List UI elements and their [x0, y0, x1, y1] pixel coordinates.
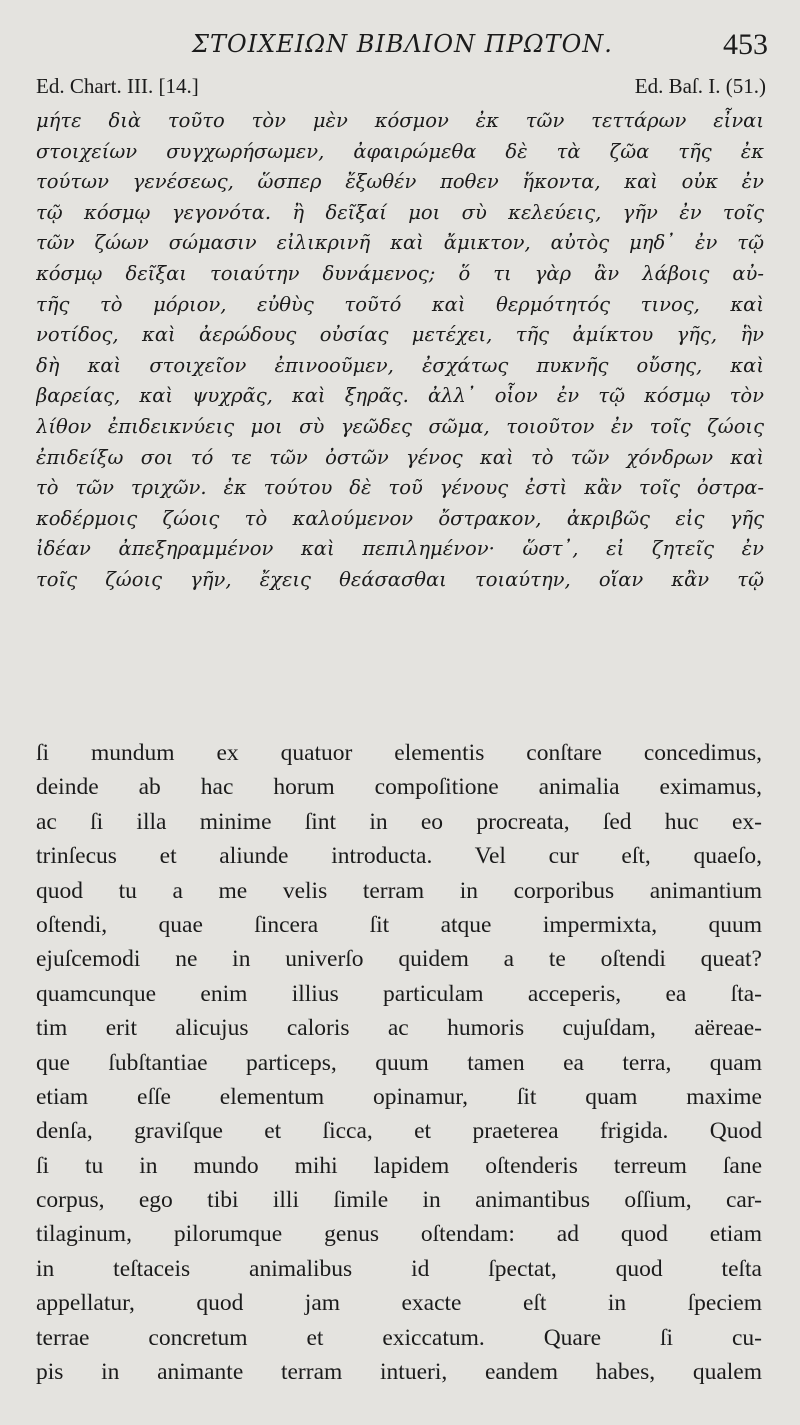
latin-line: tilaginum, pilorumque genus oſtendam: ad quod etiam: [36, 1221, 762, 1248]
page-header: [0, 26, 800, 66]
page-number: 453: [723, 28, 768, 61]
greek-line: τῶν ζώων σώμασιν εἰλικρινῆ καὶ ἄμικτον, αὐτὸς μηδ᾽ ἐν τῷ: [36, 231, 764, 255]
latin-line: etiam eſſe elementum opinamur, ſit quam maxime: [36, 1083, 762, 1110]
latin-line: ejuſcemodi ne in univerſo quidem a te oſtendi queat?: [36, 946, 762, 973]
edition-reference-line: [36, 74, 766, 102]
greek-line: νοτίδος, καὶ ἀερώδους οὐσίας μετέχει, τῆς ἀμίκτου γῆς, ἣν: [36, 323, 764, 347]
greek-line: λίθον ἐπιδεικνύεις μοι σὺ γεῶδες σῶμα, τοιοῦτον ἐν τοῖς ζώοις: [36, 414, 764, 438]
latin-line: que ſubſtantiae particeps, quum tamen ea terra, quam: [36, 1049, 762, 1076]
latin-line: quamcunque enim illius particulam acceperis, ea ſta-: [36, 980, 762, 1007]
running-title: ΣΤΟΙΧΕΙΩΝ ΒΙΒΛΙΟΝ ΠΡΩΤΟΝ.: [192, 30, 613, 58]
latin-line: pis in animante terram intueri, eandem habes, qualem: [36, 1359, 762, 1386]
greek-line: βαρείας, καὶ ψυχρᾶς, καὶ ξηρᾶς. ἀλλ᾽ οἷον ἐν τῷ κόσμῳ τὸν: [36, 384, 764, 408]
greek-line: τὸ τῶν τριχῶν. ἐκ τούτου δὲ τοῦ γένους ἐστὶ κἂν τοῖς ὀστρα-: [36, 476, 764, 500]
greek-line: τούτων γενέσεως, ὥσπερ ἔξωθέν ποθεν ἥκοντα, καὶ οὐκ ἐν: [36, 170, 764, 194]
edition-reference-left: Ed. Chart. III. [14.]: [36, 74, 199, 98]
greek-line: ἰδέαν ἀπεξηραμμένον καὶ πεπιλημένον· ὥστ᾽, εἰ ζητεῖς ἐν: [36, 537, 764, 561]
greek-text-block: [36, 106, 764, 596]
latin-line: deinde ab hac horum compoſitione animalia eximamus,: [36, 774, 762, 801]
latin-line: tim erit alicujus caloris ac humoris cujuſdam, aëreae-: [36, 1015, 762, 1042]
greek-line: στοιχείων συγχωρήσωμεν, ἀφαιρώμεθα δὲ τὰ ζῶα τῆς ἐκ: [36, 139, 764, 163]
greek-line: δὴ καὶ στοιχεῖον ἐπινοοῦμεν, ἐσχάτως πυκνῆς οὔσης, καὶ: [36, 353, 764, 377]
latin-line: appellatur, quod jam exacte eſt in ſpeciem: [36, 1290, 762, 1317]
latin-line: trinſecus et aliunde introducta. Vel cur eſt, quaeſo,: [36, 843, 762, 870]
greek-line: κοδέρμοις ζώοις τὸ καλούμενον ὄστρακον, ἀκριβῶς εἰς γῆς: [36, 506, 764, 530]
latin-line: quod tu a me velis terram in corporibus animantium: [36, 877, 762, 904]
edition-reference-right: Ed. Baſ. I. (51.): [634, 74, 766, 98]
latin-line: in teſtaceis animalibus id ſpectat, quod teſta: [36, 1255, 762, 1282]
latin-line: corpus, ego tibi illi ſimile in animantibus oſſium, car-: [36, 1187, 762, 1214]
latin-line: ſi tu in mundo mihi lapidem oſtenderis terreum ſane: [36, 1152, 762, 1179]
latin-line: oſtendi, quae ſincera ſit atque impermixta, quum: [36, 911, 762, 938]
greek-line: τῆς τὸ μόριον, εὐθὺς τοῦτό καὶ θερμότητός τινος, καὶ: [36, 292, 764, 316]
greek-line: τῷ κόσμῳ γεγονότα. ἢ δεῖξαί μοι σὺ κελεύεις, γῆν ἐν τοῖς: [36, 200, 764, 224]
latin-line: ſi mundum ex quatuor elementis conſtare concedimus,: [36, 740, 762, 766]
greek-line: μήτε διὰ τοῦτο τὸν μὲν κόσμον ἐκ τῶν τεττάρων εἶναι: [36, 109, 764, 132]
latin-text-block: [36, 736, 762, 1389]
latin-line: ac ſi illa minime ſint in eo procreata, ſed huc ex-: [36, 808, 762, 835]
latin-line: denſa, graviſque et ſicca, et praeterea frigida. Quod: [36, 1118, 762, 1145]
greek-line: ἐπιδείξω σοι τό τε τῶν ὀστῶν γένος καὶ τὸ τῶν χόνδρων καὶ: [36, 445, 764, 469]
greek-line: κόσμῳ δεῖξαι τοιαύτην δυνάμενος; ὅ τι γὰρ ἂν λάβοις αὐ-: [36, 261, 764, 285]
latin-line: terrae concretum et exiccatum. Quare ſi cu-: [36, 1324, 762, 1351]
greek-line: τοῖς ζώοις γῆν, ἔχεις θεάσασθαι τοιαύτην, οἵαν κἂν τῷ: [36, 567, 764, 591]
